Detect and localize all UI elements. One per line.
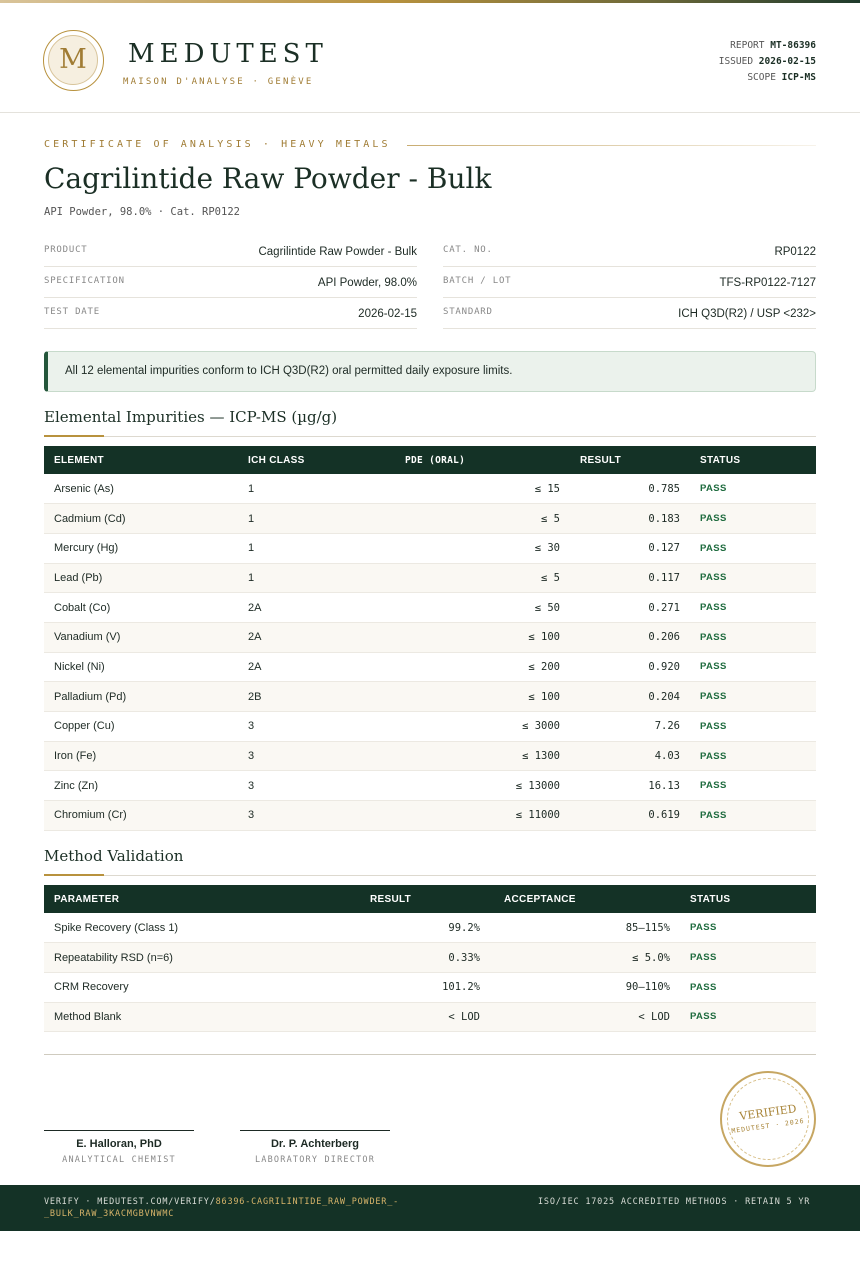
result-cell: 0.117 — [570, 563, 690, 593]
col-header-status: STATUS — [700, 454, 741, 466]
info-row-batch: BATCH / LOT TFS-RP0122-7127 — [443, 267, 816, 298]
table-row — [44, 712, 816, 742]
verify-code[interactable]: 86396-CAGRILINTIDE_RAW_POWDER_-_BULK_RAW_3KACMGBVNWMC — [44, 1197, 400, 1219]
verified-stamp: VERIFIED MEDUTEST · 2026 — [720, 1071, 816, 1167]
signature-analyst — [44, 1130, 194, 1165]
pde-cell: ≤ 3000 — [395, 712, 570, 742]
pde-cell: ≤ 5 — [395, 504, 570, 534]
table-row — [44, 801, 816, 831]
ich-class-cell: 1 — [238, 474, 395, 504]
page-title: Cagrilintide Raw Powder - Bulk — [44, 162, 492, 195]
ich-class-cell: 3 — [238, 771, 395, 801]
logo-letter: M — [59, 44, 87, 75]
status-badge: PASS — [690, 712, 816, 742]
report-number: MT-86396 — [770, 40, 816, 51]
notice-text: All 12 elemental impurities conform to ICH Q3D(R2) oral permitted daily exposure limits. — [65, 365, 513, 377]
impurities-section-title: Elemental Impurities — ICP-MS (µg/g) — [44, 408, 338, 426]
col-header-element: ELEMENT — [54, 454, 104, 466]
status-badge: PASS — [690, 771, 816, 801]
parameter-cell: Repeatability RSD (n=6) — [44, 943, 240, 973]
pde-cell: ≤ 13000 — [395, 771, 570, 801]
ich-class-cell: 1 — [238, 533, 395, 563]
element-cell: Cobalt (Co) — [44, 593, 238, 623]
pde-cell: ≤ 200 — [395, 652, 570, 682]
status-badge: PASS — [690, 622, 816, 652]
result-cell: 7.26 — [570, 712, 690, 742]
brand-tagline: MAISON D'ANALYSE · GENÈVE — [123, 77, 314, 87]
table-row — [44, 771, 816, 801]
accreditation-note: ISO/IEC 17025 ACCREDITED METHODS · RETAIN 5 YR — [538, 1197, 811, 1207]
table-row — [44, 622, 816, 652]
impurities-table — [44, 446, 816, 831]
table-row — [44, 533, 816, 563]
status-badge: PASS — [680, 943, 816, 973]
col-header-pde: PDE (ORAL) — [405, 454, 466, 466]
info-row-test-date: TEST DATE 2026-02-15 — [44, 298, 417, 329]
element-cell: Lead (Pb) — [44, 563, 238, 593]
parameter-cell: Method Blank — [44, 1002, 240, 1032]
table-row — [44, 474, 816, 504]
validation-section-title: Method Validation — [44, 847, 184, 865]
page-header — [0, 3, 860, 113]
element-cell: Zinc (Zn) — [44, 771, 238, 801]
verify-link[interactable]: VERIFY · MEDUTEST.COM/VERIFY/86396-CAGRILINTIDE_RAW_POWDER_-_BULK_RAW_3KACMGBVNWMC — [44, 1197, 400, 1219]
scope-value: ICP-MS — [781, 72, 816, 83]
validation-section-rule — [44, 875, 816, 876]
result-cell: 0.619 — [570, 801, 690, 831]
brand-logo — [43, 30, 104, 91]
status-badge: PASS — [690, 652, 816, 682]
signature-role: ANALYTICAL CHEMIST — [62, 1155, 176, 1165]
element-cell: Nickel (Ni) — [44, 652, 238, 682]
info-row-product: PRODUCT Cagrilintide Raw Powder - Bulk — [44, 236, 417, 267]
ich-class-cell: 3 — [238, 801, 395, 831]
table-row — [44, 504, 816, 534]
acceptance-cell: < LOD — [490, 1002, 680, 1032]
result-cell: 0.206 — [570, 622, 690, 652]
table-row — [44, 741, 816, 771]
brand-name: MEDUTEST — [128, 39, 328, 69]
result-cell: 0.127 — [570, 533, 690, 563]
signature-name: E. Halloran, PhD — [76, 1138, 162, 1150]
status-badge: PASS — [690, 533, 816, 563]
pde-cell: ≤ 15 — [395, 474, 570, 504]
signature-director — [240, 1130, 390, 1165]
result-cell: 16.13 — [570, 771, 690, 801]
report-meta: REPORT MT-86396 ISSUED 2026-02-15 SCOPE ICP-MS — [718, 40, 816, 83]
ich-class-cell: 2A — [238, 622, 395, 652]
val-result-cell: 0.33% — [240, 943, 490, 973]
result-cell: 0.183 — [570, 504, 690, 534]
pde-cell: ≤ 50 — [395, 593, 570, 623]
parameter-cell: Spike Recovery (Class 1) — [44, 913, 240, 943]
table-row — [44, 943, 816, 973]
result-cell: 0.271 — [570, 593, 690, 623]
table-row — [44, 972, 816, 1002]
status-badge: PASS — [680, 1002, 816, 1032]
status-badge: PASS — [680, 913, 816, 943]
col-header-ich-class: ICH CLASS — [248, 454, 305, 466]
element-cell: Cadmium (Cd) — [44, 504, 238, 534]
page-subtitle: API Powder, 98.0% · Cat. RP0122 — [44, 206, 240, 218]
status-badge: PASS — [690, 801, 816, 831]
element-cell: Vanadium (V) — [44, 622, 238, 652]
ich-class-cell: 1 — [238, 504, 395, 534]
val-result-cell: 99.2% — [240, 913, 490, 943]
result-cell: 0.785 — [570, 474, 690, 504]
element-cell: Arsenic (As) — [44, 474, 238, 504]
pde-cell: ≤ 11000 — [395, 801, 570, 831]
page-footer — [0, 1185, 860, 1231]
pde-cell: ≤ 5 — [395, 563, 570, 593]
validation-header-row — [44, 885, 816, 913]
col-header-val-result: RESULT — [370, 893, 412, 905]
ich-class-cell: 2A — [238, 652, 395, 682]
table-row — [44, 682, 816, 712]
pde-cell: ≤ 100 — [395, 682, 570, 712]
signature-role: LABORATORY DIRECTOR — [254, 1155, 376, 1165]
validation-section-accent — [44, 874, 104, 876]
col-header-val-status: STATUS — [690, 893, 731, 905]
val-result-cell: 101.2% — [240, 972, 490, 1002]
ich-class-cell: 2A — [238, 593, 395, 623]
table-row — [44, 913, 816, 943]
status-badge: PASS — [690, 593, 816, 623]
table-row — [44, 563, 816, 593]
conformance-notice — [44, 351, 816, 392]
issued-date: 2026-02-15 — [758, 56, 816, 67]
element-cell: Mercury (Hg) — [44, 533, 238, 563]
element-cell: Chromium (Cr) — [44, 801, 238, 831]
status-badge: PASS — [690, 682, 816, 712]
validation-table — [44, 885, 816, 1032]
ich-class-cell: 1 — [238, 563, 395, 593]
table-row — [44, 1002, 816, 1032]
acceptance-cell: ≤ 5.0% — [490, 943, 680, 973]
eyebrow-divider — [407, 145, 816, 146]
impurities-section-accent — [44, 435, 104, 437]
result-cell: 4.03 — [570, 741, 690, 771]
impurities-section-rule — [44, 436, 816, 437]
acceptance-cell: 90–110% — [490, 972, 680, 1002]
table-row — [44, 652, 816, 682]
status-badge: PASS — [690, 474, 816, 504]
element-cell: Iron (Fe) — [44, 741, 238, 771]
pde-cell: ≤ 1300 — [395, 741, 570, 771]
table-row — [44, 593, 816, 623]
status-badge: PASS — [690, 741, 816, 771]
info-row-specification: SPECIFICATION API Powder, 98.0% — [44, 267, 417, 298]
pde-cell: ≤ 30 — [395, 533, 570, 563]
result-cell: 0.920 — [570, 652, 690, 682]
info-row-cat-no: CAT. NO. RP0122 — [443, 236, 816, 267]
impurities-header-row — [44, 446, 816, 474]
result-cell: 0.204 — [570, 682, 690, 712]
col-header-parameter: PARAMETER — [54, 893, 120, 905]
col-header-result: RESULT — [580, 454, 622, 466]
val-result-cell: < LOD — [240, 1002, 490, 1032]
element-cell: Palladium (Pd) — [44, 682, 238, 712]
ich-class-cell: 2B — [238, 682, 395, 712]
ich-class-cell: 3 — [238, 741, 395, 771]
status-badge: PASS — [690, 563, 816, 593]
element-cell: Copper (Cu) — [44, 712, 238, 742]
status-badge: PASS — [680, 972, 816, 1002]
info-row-standard: STANDARD ICH Q3D(R2) / USP <232> — [443, 298, 816, 329]
acceptance-cell: 85–115% — [490, 913, 680, 943]
signature-divider — [44, 1054, 816, 1055]
col-header-acceptance: ACCEPTANCE — [504, 893, 576, 905]
certificate-eyebrow: CERTIFICATE OF ANALYSIS · HEAVY METALS — [44, 139, 391, 150]
status-badge: PASS — [690, 504, 816, 534]
pde-cell: ≤ 100 — [395, 622, 570, 652]
ich-class-cell: 3 — [238, 712, 395, 742]
signature-name: Dr. P. Achterberg — [270, 1138, 360, 1150]
parameter-cell: CRM Recovery — [44, 972, 240, 1002]
